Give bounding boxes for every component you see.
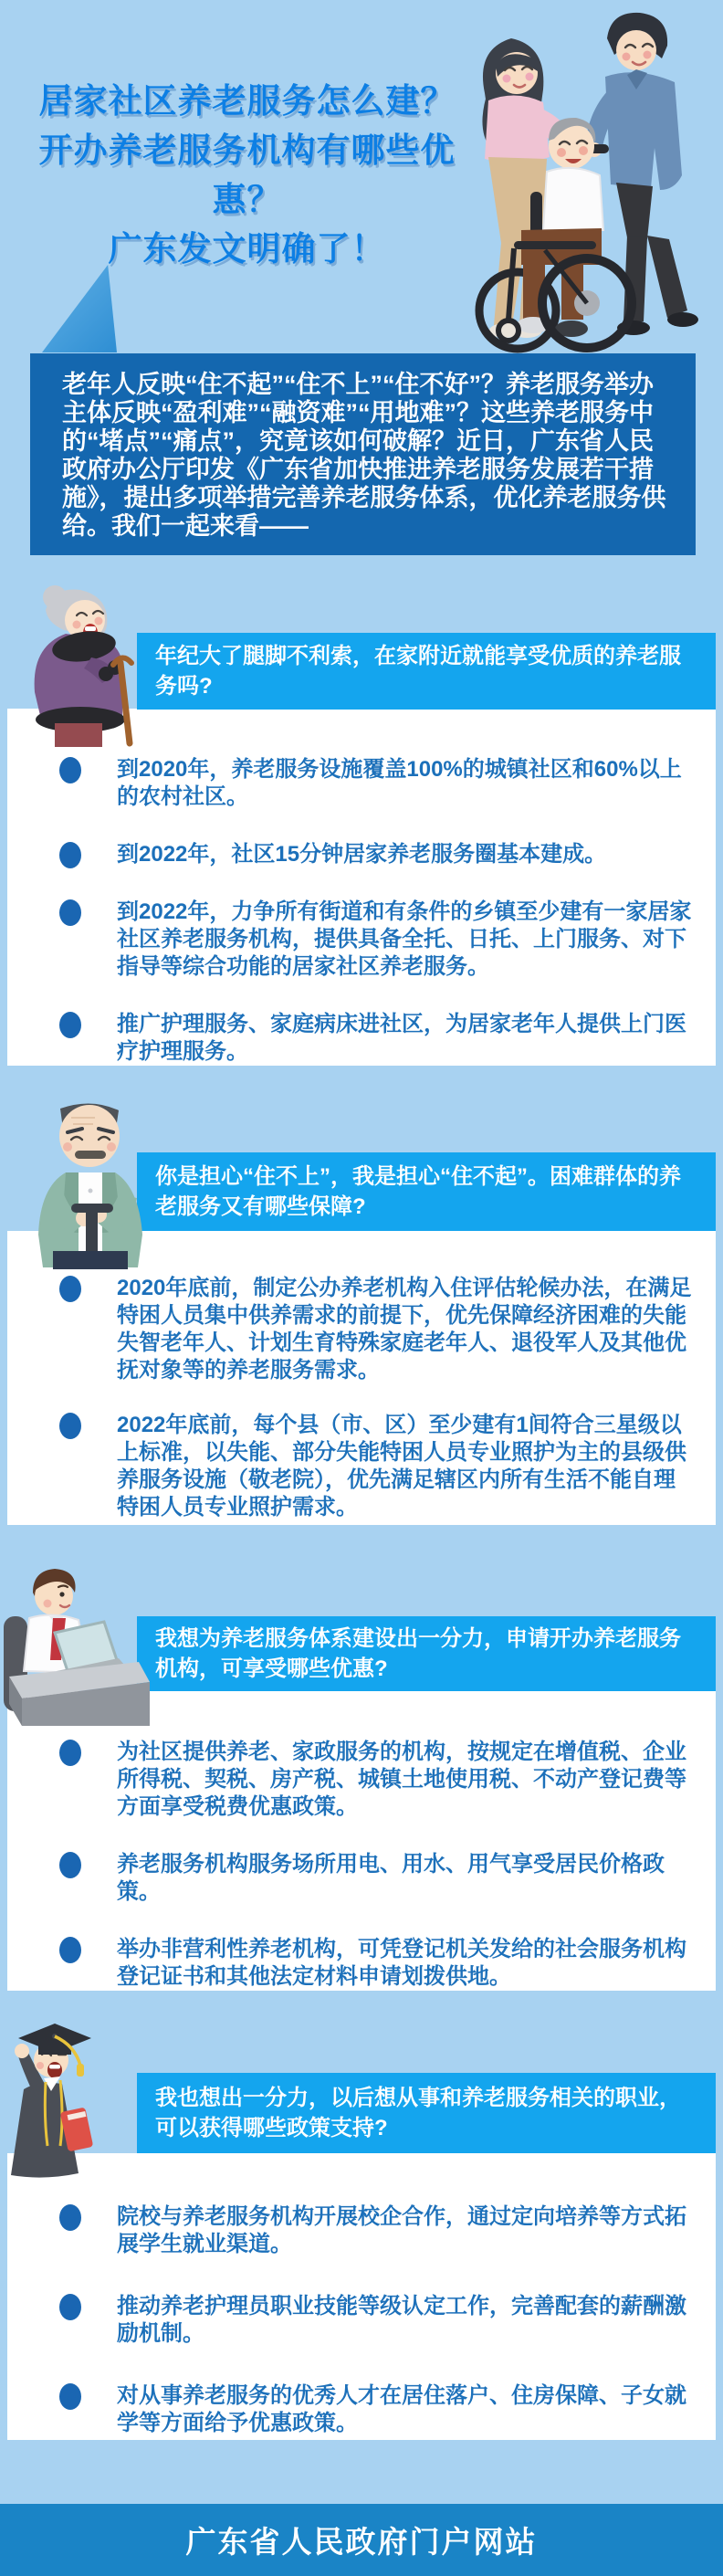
bullet-icon: [59, 1937, 81, 1963]
man-figure: [585, 13, 698, 335]
list-item-text: 到2022年，社区15分钟居家养老服务圈基本建成。: [117, 842, 607, 867]
list-item: [59, 1936, 693, 1991]
bullet-icon: [59, 1852, 81, 1878]
bullet-icon: [59, 2383, 81, 2410]
intro-paragraph: 老年人反映“住不起”“住不上”“住不好”？养老服务举办主体反映“盈利难”“融资难”“用地难”？这些养老服务中的“堵点”“痛点”，究竟该如何破解？近日，广东省人民政府办公厅印发《广东省加快推进养老服务发展若干措施》，提出多项举措完善养老服务体系，优化养老服务供给。我们一起来看——: [30, 353, 696, 555]
list-item-text: 举办非营利性养老机构，可凭登记机关发给的社会服务机构登记证书和其他法定材料申请划拨供地。: [117, 1937, 686, 1989]
woman-figure: [482, 38, 574, 338]
list-item: [59, 899, 693, 981]
list-item-text: 到2022年，力争所有街道和有条件的乡镇至少建有一家居家社区养老服务机构，提供具备全托、日托、上门服务、对下指导等综合功能的居家社区养老服务。: [117, 899, 692, 979]
list-item-text: 2022年底前，每个县（市、区）至少建有1间符合三星级以上标准，以失能、部分失能特困人员专业照护为主的县级供养服务设施（敬老院），优先满足辖区内所有生活不能自理特困人员专业照护需求。: [117, 1413, 686, 1519]
list-item: [59, 2293, 693, 2348]
bullet-icon: [59, 1740, 81, 1766]
bullet-icon: [59, 899, 81, 926]
info-card-2: [7, 1231, 716, 1525]
list-item-text: 对从事养老服务的优秀人才在居住落户、住房保障、子女就学等方面给予优惠政策。: [117, 2383, 686, 2435]
list-item: [59, 841, 693, 868]
page-title: [16, 77, 477, 274]
list-item-text: 为社区提供养老、家政服务的机构，按规定在增值税、企业所得税、契税、房产税、城镇土地使用税、不动产登记费等方面享受税费优惠政策。: [117, 1740, 686, 1819]
question-text-1: 年纪大了腿脚不利索，在家附近就能享受优质的养老服务吗?: [155, 644, 681, 699]
bullet-icon: [59, 2294, 81, 2320]
question-text-2: 你是担心“住不上”，我是担心“住不起”。困难群体的养老服务又有哪些保障?: [155, 1164, 681, 1219]
title-line-2: 开办养老服务机构有哪些优惠？: [38, 131, 456, 218]
list-item-text: 2020年底前，制定公办养老机构入住评估轮候办法，在满足特困人员集中供养需求的前提下，优先保障经济困难的失能失智老年人、计划生育特殊家庭老年人、退役军人及其他优抚对象等的养老服务需求。: [117, 1276, 692, 1383]
list-item: [59, 2382, 693, 2437]
question-text-4: 我也想出一分力，以后想从事和养老服务相关的职业，可以获得哪些政策支持?: [155, 2086, 681, 2140]
list-item: [59, 756, 693, 811]
footer-bar: [0, 2504, 723, 2576]
family-wheelchair-illustration: [461, 9, 718, 354]
list-item-text: 养老服务机构服务场所用电、用水、用气享受居民价格政策。: [117, 1852, 665, 1904]
elderly-man-in-wheelchair: [479, 118, 632, 349]
bullet-icon: [59, 757, 81, 783]
list-item-text: 院校与养老服务机构开展校企合作，通过定向培养等方式拓展学生就业渠道。: [117, 2204, 686, 2256]
triangle-decoration: [42, 265, 117, 352]
title-line-1: 居家社区养老服务怎么建？: [38, 82, 456, 120]
question-bubble-2: [137, 1152, 716, 1231]
bullet-icon: [59, 2204, 81, 2231]
bullet-icon: [59, 1012, 81, 1038]
info-card-3: [7, 1691, 716, 1991]
list-item-text: 到2020年，养老服务设施覆盖100%的城镇社区和60%以上的农村社区。: [117, 757, 682, 809]
question-bubble-3: [137, 1616, 716, 1691]
list-item: [59, 1275, 693, 1384]
info-card-4: [7, 2153, 716, 2440]
question-bubble-1: [137, 633, 716, 710]
bullet-icon: [59, 1276, 81, 1302]
bullet-icon: [59, 842, 81, 868]
list-item: [59, 1011, 693, 1066]
list-item: [59, 2203, 693, 2258]
list-item: [59, 1851, 693, 1906]
question-bubble-4: [137, 2073, 716, 2153]
list-item: [59, 1739, 693, 1821]
list-item-text: 推动养老护理员职业技能等级认定工作，完善配套的薪酬激励机制。: [117, 2294, 686, 2346]
question-text-3: 我想为养老服务体系建设出一分力，申请开办养老服务机构，可享受哪些优惠?: [155, 1626, 681, 1681]
info-card-1: [7, 709, 716, 1066]
list-item-text: 推广护理服务、家庭病床进社区，为居家老年人提供上门医疗护理服务。: [117, 1012, 686, 1064]
bullet-icon: [59, 1413, 81, 1439]
list-item: [59, 1412, 693, 1521]
site-name: 广东省人民政府门户网站: [185, 2525, 538, 2559]
title-line-3: 广东发文明确了！: [108, 230, 386, 268]
